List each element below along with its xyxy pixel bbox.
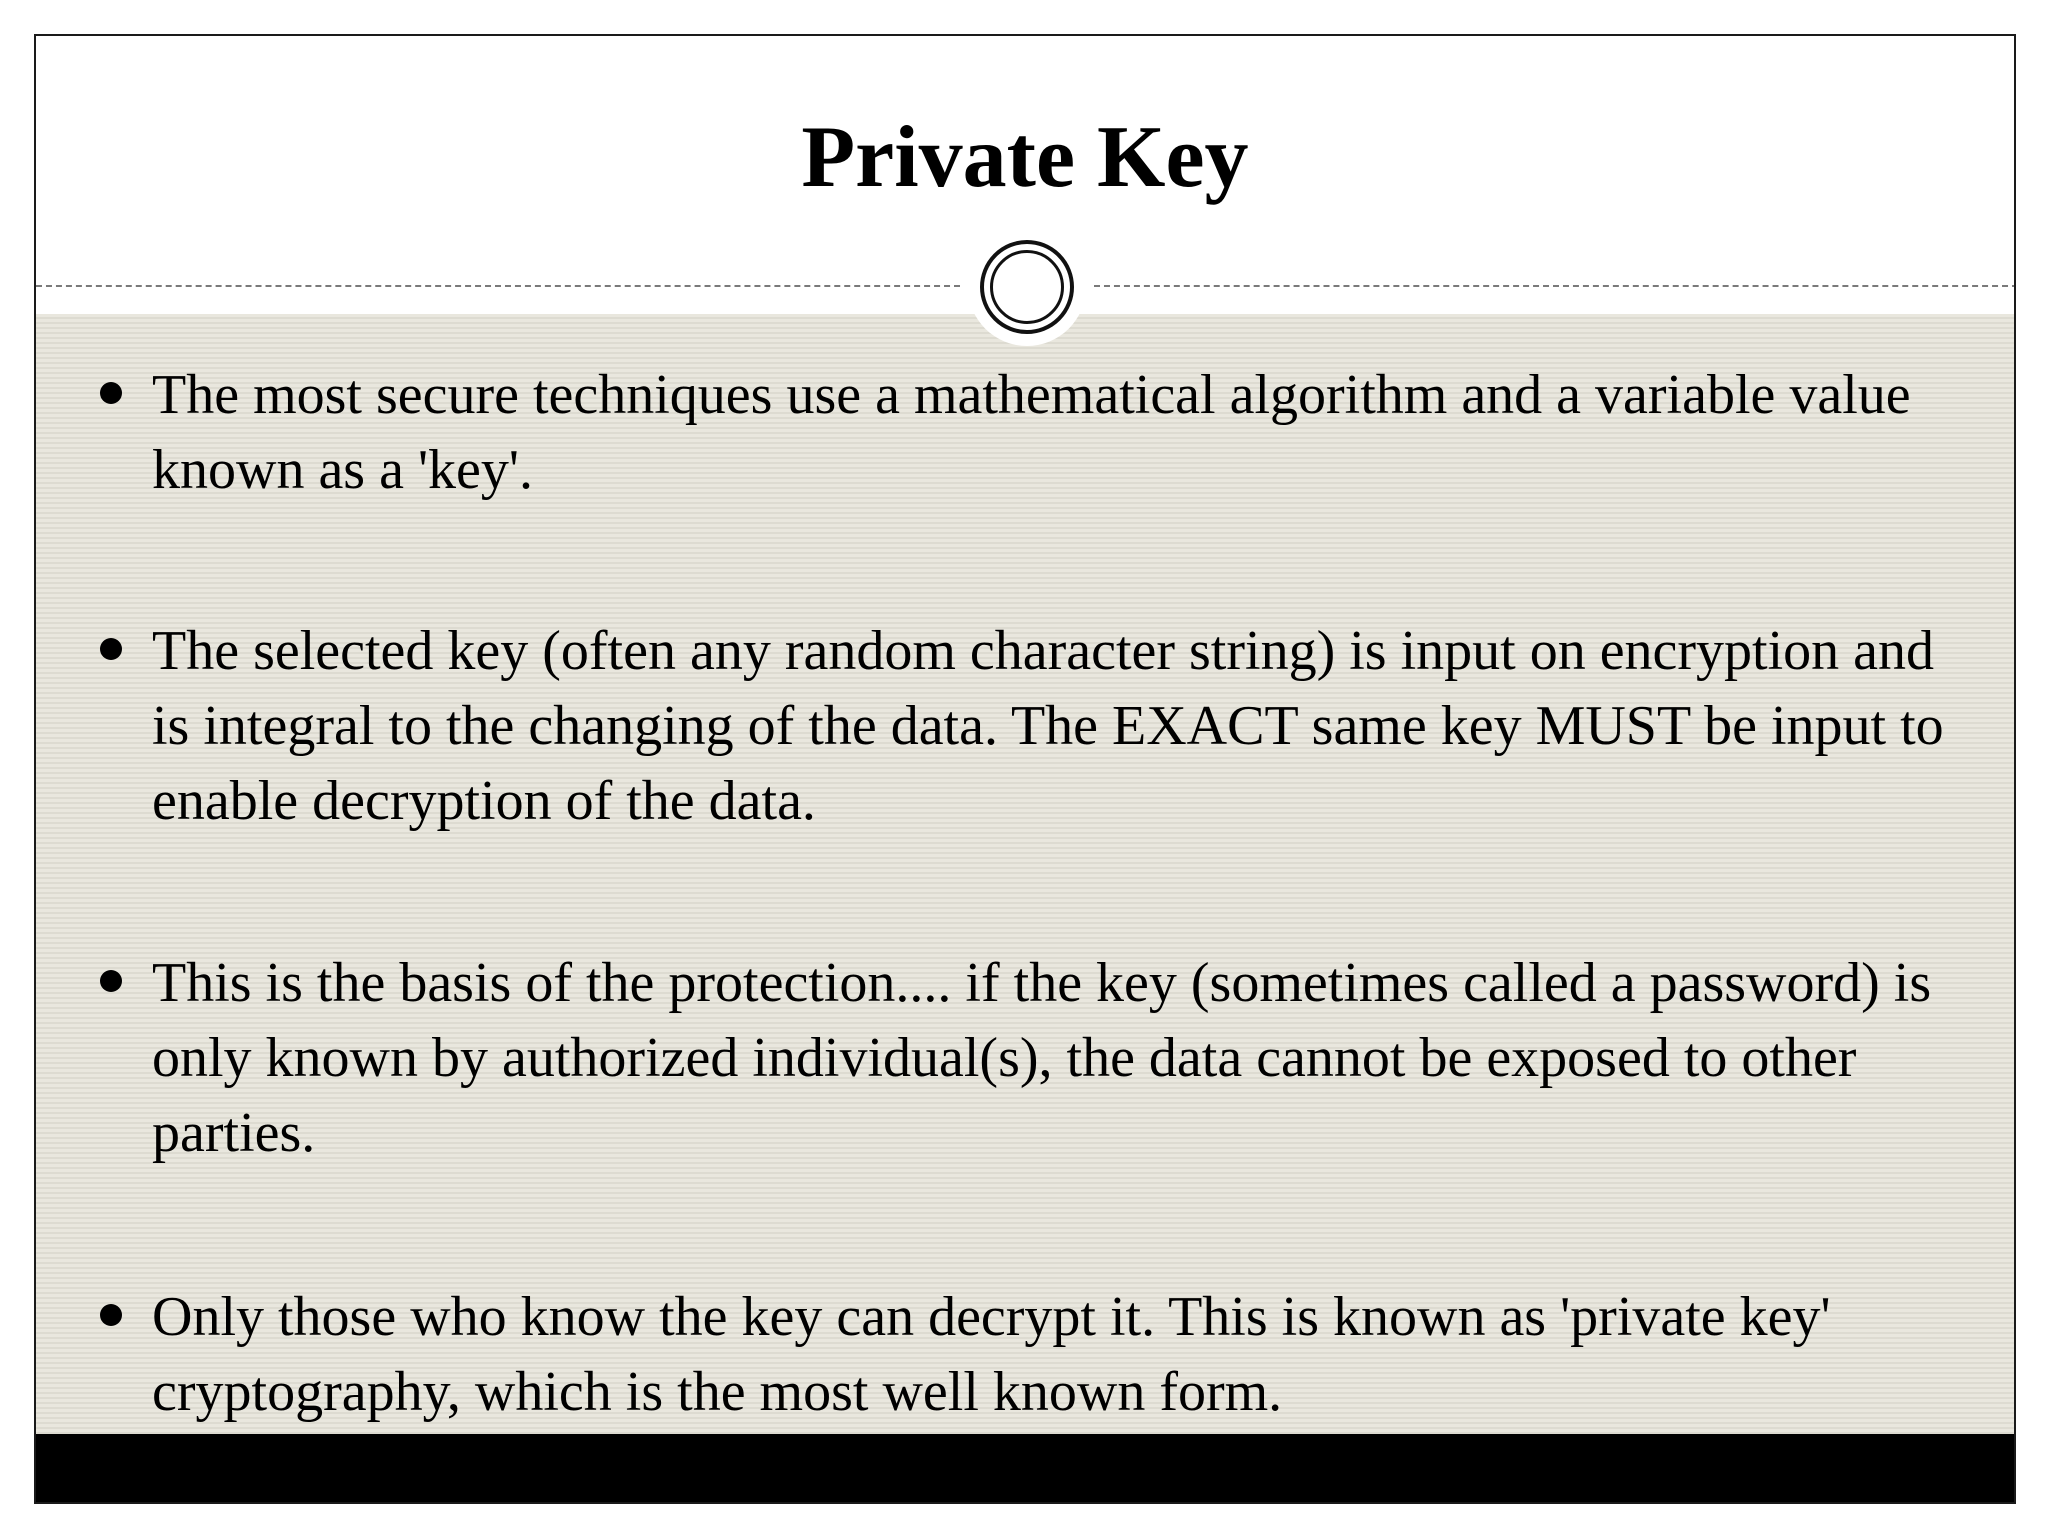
bullet-text: The selected key (often any random character string) is input on encryption and is integral to the changing of the data. The EXACT same key MUST be input to enable decryption of the data.	[152, 620, 1944, 832]
slide-title: Private Key	[801, 109, 1249, 206]
bullet-item	[152, 1280, 1952, 1430]
bullet-dot-icon	[100, 1304, 122, 1326]
bullet-dot-icon	[100, 382, 122, 404]
slide	[34, 34, 2016, 1504]
bullet-item	[152, 946, 1952, 1171]
bullet-text: Only those who know the key can decrypt it. This is known as 'private key' cryptography, which is the most well known form.	[152, 1286, 1831, 1423]
bullet-dot-icon	[100, 970, 122, 992]
bullet-text: The most secure techniques use a mathematical algorithm and a variable value known as a 'key'.	[152, 364, 1911, 501]
bullet-text: This is the basis of the protection.... if the key (sometimes called a password) is only known by authorized individual(s), the data cannot be exposed to other parties.	[152, 952, 1932, 1164]
bullet-item	[152, 358, 1952, 508]
footer-bar	[36, 1434, 2014, 1504]
bullet-item	[152, 614, 1952, 839]
bullet-list	[36, 36, 2014, 1502]
bullet-dot-icon	[100, 638, 122, 660]
